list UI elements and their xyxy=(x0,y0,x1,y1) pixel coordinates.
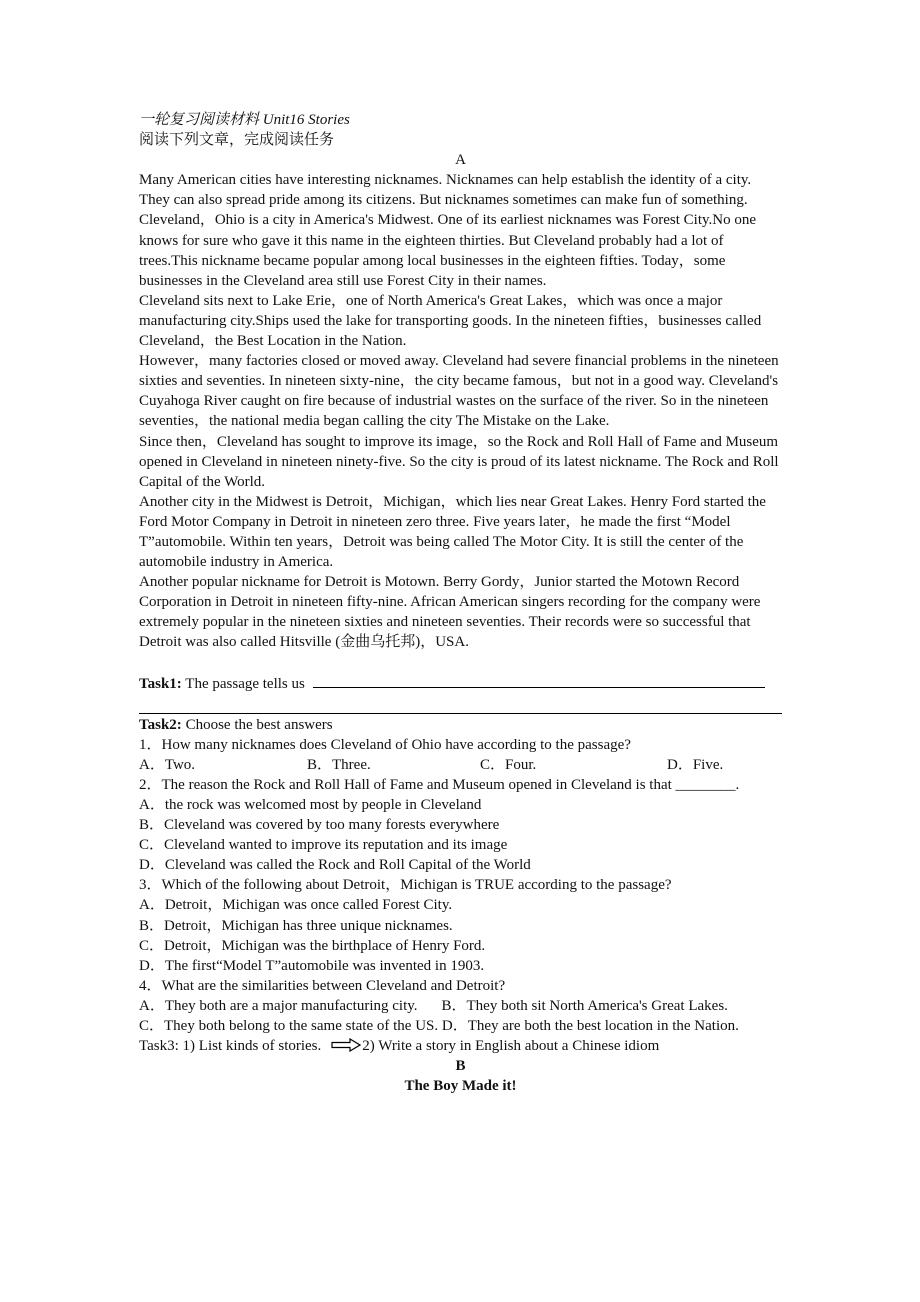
document-page xyxy=(139,110,782,1096)
passage-paragraph: Since then，Cleveland has sought to improve its image，so the Rock and Roll Hall of Fame and Museum opened in Cleveland in nineteen ninety-five. So the city is proud of its latest nickname. The Rock and Roll Capital of the World. xyxy=(139,433,779,490)
passage-a-label: A xyxy=(455,152,466,169)
question-stem: 4．What are the similarities between Cleveland and Detroit? xyxy=(139,977,506,994)
answer-option[interactable]: A．Detroit，Michigan was once called Forest City. xyxy=(139,897,453,914)
answer-option[interactable]: C．They both belong to the same state of the US. xyxy=(139,1018,439,1035)
passage-paragraph: Another city in the Midwest is Detroit，Michigan，which lies near Great Lakes. Henry Ford started the Ford Motor Company in Detroit in nineteen zero three. Five years later，he made the first “Model T”automobile. Within ten years，Detroit was being called The Motor City. It is still the center of the automobile industry in America. xyxy=(139,493,766,571)
question-options xyxy=(139,755,782,775)
passage-paragraph: However，many factories closed or moved away. Cleveland had severe financial problems in the nineteen sixties and seventies. In nineteen sixty-nine，the city became famous，but not in a good way. Cleveland's Cuyahoga River caught on fire because of industrial wastes on the surface of the river. So in the nineteen seventies，the national media began calling the city The Mistake on the Lake. xyxy=(139,353,779,430)
answer-option[interactable]: A．They both are a major manufacturing city. xyxy=(139,997,418,1014)
answer-option[interactable]: A．Two. xyxy=(139,756,196,773)
task2-heading xyxy=(139,715,782,735)
task3-label: Task3: xyxy=(139,1038,179,1055)
task1-answer-line[interactable] xyxy=(139,694,782,714)
task3-line xyxy=(139,1036,782,1056)
answer-option[interactable]: A．the rock was welcomed most by people in Cleveland xyxy=(139,797,482,813)
task2-label: Task2: xyxy=(139,716,182,733)
passage-b-title: The Boy Made it! xyxy=(404,1078,517,1095)
answer-options-row xyxy=(139,996,782,1016)
question-stem: 1．How many nicknames does Cleveland of Ohio have according to the passage? xyxy=(139,736,631,753)
answer-option[interactable]: D．Cleveland was called the Rock and Roll Capital of the World xyxy=(139,857,531,874)
right-arrow-icon xyxy=(331,1038,361,1052)
passage-b-label: B xyxy=(455,1058,466,1075)
passage-paragraph: Cleveland，Ohio is a city in America's Midwest. One of its earliest nicknames was Forest City.No one knows for sure who gave it this name in the eighteen thirties. But Cleveland probably had a lot of trees.This nickname became popular among local businesses in the eighteen fifties. Today，some businesses in the Cleveland area still use Forest City in their names. xyxy=(139,212,757,289)
answer-options-row xyxy=(139,1016,782,1036)
passage-paragraph: Cleveland sits next to Lake Erie，one of North America's Great Lakes，which was once a major manufacturing city.Ships used the lake for transporting goods. In the nineteen fifties，businesses called Cleveland，the Best Location in the Nation. xyxy=(139,292,762,350)
answer-option[interactable]: D．They are both the best location in the Nation. xyxy=(441,1018,739,1035)
task3-step2: 2) Write a story in English about a Chinese idiom xyxy=(362,1038,660,1055)
task2-prompt: Choose the best answers xyxy=(185,716,333,733)
task1-line xyxy=(139,673,782,694)
answer-option[interactable]: B．Three. xyxy=(307,756,371,773)
document-title: 一轮复习阅读材料 Unit16 Stories xyxy=(139,112,350,128)
task1-label: Task1: xyxy=(139,675,182,692)
answer-option[interactable]: D．Five. xyxy=(667,756,724,773)
reading-instruction: 阅读下列文章，完成阅读任务 xyxy=(139,132,335,149)
answer-option[interactable]: C．Detroit，Michigan was the birthplace of Henry Ford. xyxy=(139,937,486,954)
answer-option[interactable]: B．Detroit，Michigan has three unique nicknames. xyxy=(139,917,453,934)
question-stem: 2．The reason the Rock and Roll Hall of Fame and Museum opened in Cleveland is that ________. xyxy=(139,776,740,793)
task3-step1: 1) List kinds of stories. xyxy=(182,1038,322,1055)
answer-option[interactable]: B．They both sit North America's Great Lakes. xyxy=(441,997,728,1014)
answer-option[interactable]: C．Cleveland wanted to improve its reputation and its image xyxy=(139,837,508,854)
task1-prompt: The passage tells us xyxy=(185,675,305,692)
answer-option[interactable]: B．Cleveland was covered by too many forests everywhere xyxy=(139,817,500,834)
passage-paragraph: Many American cities have interesting nicknames. Nicknames can help establish the identity of a city. They can also spread pride among its citizens. But nicknames sometimes can make fun of something. xyxy=(139,172,752,209)
answer-option[interactable]: D．The first“Model T”automobile was invented in 1903. xyxy=(139,957,485,974)
question-stem: 3．Which of the following about Detroit，Michigan is TRUE according to the passage? xyxy=(139,877,672,894)
passage-paragraph: Another popular nickname for Detroit is Motown. Berry Gordy，Junior started the Motown Record Corporation in Detroit in nineteen fifty-nine. African American singers recording for the company were extremely popular in the nineteen sixties and nineteen seventies. Their records were so successful that Detroit was also called Hitsville (金曲乌托邦)，USA. xyxy=(139,574,761,651)
answer-option[interactable]: C．Four. xyxy=(480,756,537,773)
task1-answer-blank[interactable] xyxy=(313,673,765,688)
